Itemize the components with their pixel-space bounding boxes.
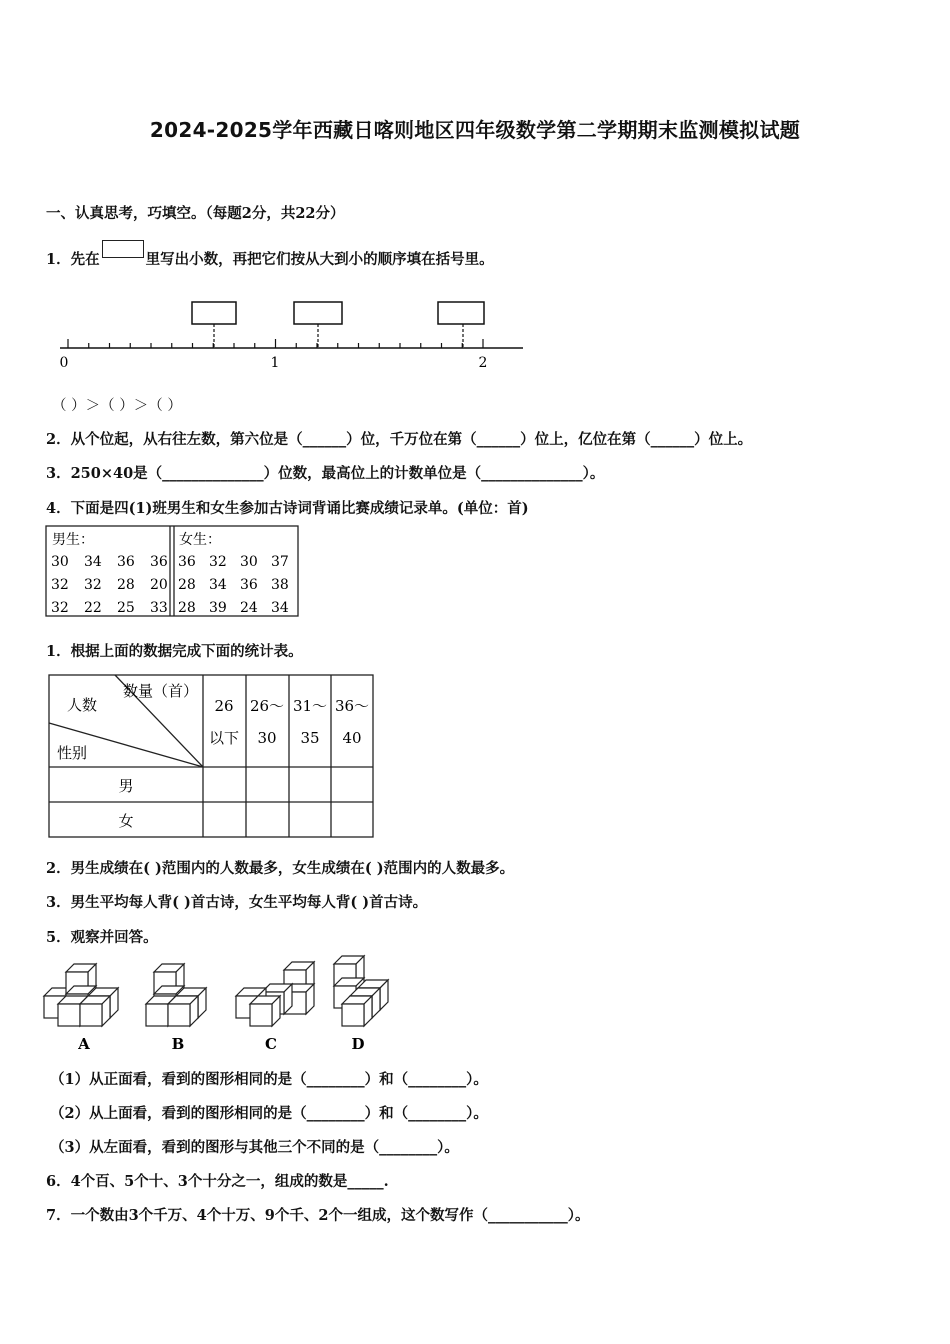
number-line-label-2: 2	[478, 355, 488, 371]
boys-score-cell: 36	[117, 554, 135, 570]
figure-label-a: A	[78, 1035, 90, 1053]
boys-score-cell: 32	[84, 577, 102, 593]
table-diag-bottom: 性别	[57, 744, 88, 762]
number-line-answer-box[interactable]	[438, 302, 484, 324]
boys-score-cell: 25	[117, 600, 135, 616]
cube-figure-a	[44, 964, 118, 1026]
figure-label-d: D	[351, 1035, 365, 1053]
col-header-top: 26～	[249, 697, 285, 715]
boys-score-cell: 28	[117, 577, 135, 593]
girls-score-cell: 34	[209, 577, 227, 593]
boys-score-cell: 36	[150, 554, 168, 570]
figure-label-c: C	[265, 1035, 277, 1053]
boys-score-cell: 32	[51, 577, 69, 593]
question-4-sub1: 1．根据上面的数据完成下面的统计表。	[46, 643, 303, 660]
question-5-part-2: （2）从上面看，看到的图形相同的是（________）和（________）。	[50, 1105, 488, 1122]
row-label-boys: 男	[118, 777, 134, 795]
number-line-label-1: 1	[270, 355, 280, 371]
question-2: 2．从个位起，从右往左数，第六位是（______）位，千万位在第（______）位上，亿位在第（______）位上。	[46, 431, 753, 448]
question-5: 5．观察并回答。	[46, 929, 158, 946]
boys-score-cell: 30	[51, 554, 69, 570]
col-header-top: 26	[214, 697, 234, 715]
statistics-table	[47, 673, 377, 841]
boys-score-cell: 34	[84, 554, 102, 570]
question-4-sub3: 3．男生平均每人背( )首古诗，女生平均每人背( )首古诗。	[46, 894, 428, 911]
boys-score-cell: 33	[150, 600, 168, 616]
question-1-pre: 1．先在	[46, 251, 100, 268]
question-7: 7．一个数由3个千万、4个十万、9个千、2个一组成，这个数写作（___________）。	[46, 1207, 590, 1224]
question-5-part-3: （3）从左面看，看到的图形与其他三个不同的是（________）。	[50, 1139, 459, 1156]
number-line-label-0: 0	[59, 355, 69, 371]
col-header-bottom: 35	[300, 729, 320, 747]
answer-box-sample	[102, 240, 144, 258]
col-header-top: 31～	[292, 697, 328, 715]
girls-label: 女生：	[179, 532, 221, 548]
girls-score-cell: 39	[209, 600, 227, 616]
girls-score-cell: 28	[178, 600, 196, 616]
girls-score-cell: 30	[240, 554, 258, 570]
girls-score-cell: 36	[178, 554, 196, 570]
boys-score-cell: 22	[84, 600, 102, 616]
figure-label-b: B	[171, 1035, 185, 1053]
girls-score-cell: 38	[271, 577, 289, 593]
order-answer: （ ）＞（ ）＞（ ）	[52, 398, 182, 414]
question-4-sub2: 2．男生成绩在( )范围内的人数最多，女生成绩在( )范围内的人数最多。	[46, 860, 515, 877]
girls-score-cell: 28	[178, 577, 196, 593]
col-header-bottom: 30	[257, 729, 277, 747]
boys-score-cell: 20	[150, 577, 168, 593]
cube-figure-d	[334, 956, 388, 1026]
question-1	[46, 240, 494, 269]
girls-score-cell: 32	[209, 554, 227, 570]
question-1-post: 里写出小数，再把它们按从大到小的顺序填在括号里。	[145, 251, 494, 268]
girls-score-cell: 36	[240, 577, 258, 593]
score-record-table	[45, 525, 301, 619]
cube-figure-b	[146, 964, 206, 1026]
question-6: 6．4个百、5个十、3个十分之一，组成的数是_____.	[46, 1173, 389, 1190]
number-line-answer-box[interactable]	[294, 302, 342, 324]
girls-score-cell: 37	[271, 554, 289, 570]
col-header-top: 36～	[334, 697, 370, 715]
table-diag-top: 数量（首）	[123, 682, 199, 700]
table-diag-mid: 人数	[67, 696, 98, 714]
boys-score-cell: 32	[51, 600, 69, 616]
boys-label: 男生：	[52, 532, 94, 548]
section-heading: 一、认真思考，巧填空。（每题2分，共22分）	[46, 205, 345, 222]
col-header-bottom: 以下	[208, 729, 240, 747]
number-line	[55, 295, 535, 375]
question-5-part-1: （1）从正面看，看到的图形相同的是（________）和（________）。	[50, 1071, 488, 1088]
cube-figure-c	[236, 962, 314, 1026]
girls-score-cell: 34	[271, 600, 289, 616]
question-3: 3．250×40是（______________）位数，最高位上的计数单位是（______________）。	[46, 465, 605, 482]
row-label-girls: 女	[118, 812, 134, 830]
number-line-answer-box[interactable]	[192, 302, 236, 324]
girls-score-cell: 24	[240, 600, 258, 616]
col-header-bottom: 40	[342, 729, 362, 747]
cube-figures	[40, 952, 400, 1058]
page-title: 2024-2025学年西藏日喀则地区四年级数学第二学期期末监测模拟试题	[149, 118, 801, 142]
question-4: 4．下面是四(1)班男生和女生参加古诗词背诵比赛成绩记录单。(单位：首)	[46, 500, 529, 517]
